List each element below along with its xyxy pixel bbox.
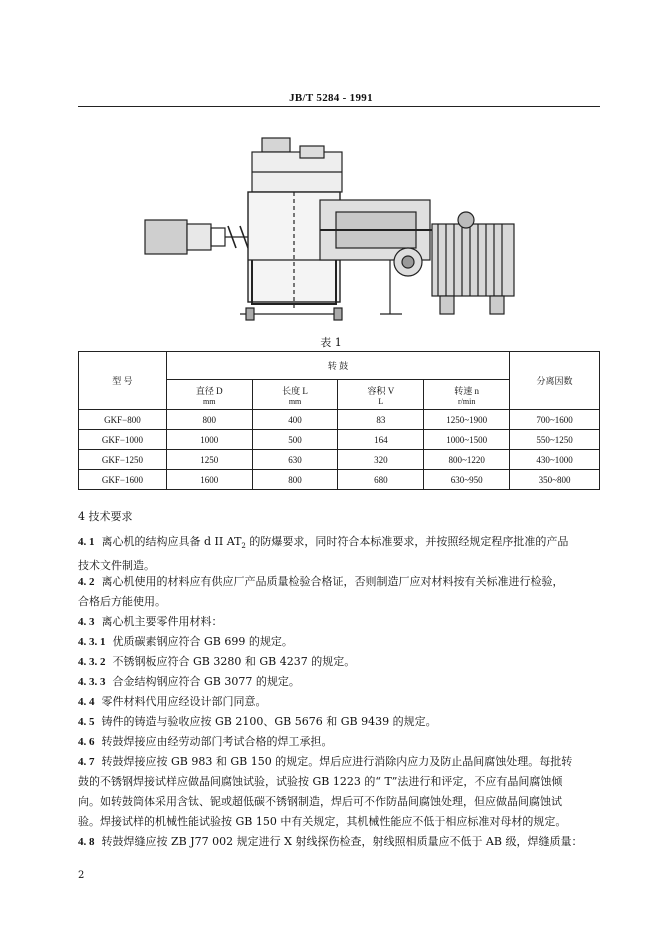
clause-text: 的防爆要求，同时符合本标准要求，并按照经规定程序批准的产品 xyxy=(245,535,569,548)
clause-text: 离心机使用的材料应有供应厂产品质量检验合格证，否则制造厂应对材料按有关标准进行检验， xyxy=(101,575,564,588)
clause-text: 转鼓焊接应按 GB 983 和 GB 150 的规定。焊后应进行消除内应力及防止晶间腐蚀处理。每批转 xyxy=(101,755,573,768)
clause-4-3 xyxy=(78,612,600,632)
clause-text: 向。如转鼓筒体采用含钛、铌或超低碳不锈钢制造，焊后可不作防晶间腐蚀处理，但应做晶间腐蚀试 xyxy=(78,795,562,808)
clause-text: 合格后方能使用。 xyxy=(78,595,166,608)
clause-number: 4. 2 xyxy=(78,576,95,588)
cell-volume: 680 xyxy=(338,470,424,490)
clause-number: 4. 5 xyxy=(78,716,95,728)
cell-speed: 800~1220 xyxy=(424,450,510,470)
cell-diameter: 1000 xyxy=(166,430,252,450)
clause-text: 技术文件制造。 xyxy=(78,559,155,573)
header-volume-label: 容积 V xyxy=(367,385,395,396)
cell-speed: 630~950 xyxy=(424,470,510,490)
header-speed xyxy=(424,380,510,410)
clause-text: 鼓的不锈钢焊接试样应做晶间腐蚀试验，试验按 GB 1223 的“ T”法进行和评定，不应有晶间腐蚀倾 xyxy=(78,775,563,788)
clause-text: 合金结构钢应符合 GB 3077 的规定。 xyxy=(112,675,300,688)
clause-4-1 xyxy=(78,532,600,576)
cell-length: 500 xyxy=(252,430,338,450)
clause-number: 4. 3. 2 xyxy=(78,656,106,668)
cell-model: GKF−800 xyxy=(79,410,167,430)
header-model: 型 号 xyxy=(79,352,167,410)
header-diameter-unit: mm xyxy=(203,396,216,406)
centrifuge-drawing xyxy=(140,128,530,328)
header-volume-unit: L xyxy=(378,396,384,406)
table-caption: 表 1 xyxy=(320,336,342,349)
cell-model: GKF−1250 xyxy=(79,450,167,470)
clause-4-8 xyxy=(78,832,600,852)
cell-diameter: 1250 xyxy=(166,450,252,470)
clause-text: 不锈钢板应符合 GB 3280 和 GB 4237 的规定。 xyxy=(112,655,356,668)
clause-text: 铸件的铸造与验收应按 GB 2100、GB 5676 和 GB 9439 的规定。 xyxy=(101,715,437,728)
cell-length: 630 xyxy=(252,450,338,470)
header-diameter xyxy=(166,380,252,410)
cell-factor: 550~1250 xyxy=(510,430,600,450)
clause-number: 4. 8 xyxy=(78,836,95,848)
table-row xyxy=(79,430,600,450)
clause-subscript: 2 xyxy=(241,542,246,551)
clause-4-2 xyxy=(78,572,600,612)
table-row xyxy=(79,450,600,470)
header-speed-unit: r/min xyxy=(458,396,476,406)
cell-speed: 1000~1500 xyxy=(424,430,510,450)
clause-number: 4. 3 xyxy=(78,616,95,628)
clause-4-3-3 xyxy=(78,672,600,692)
clause-number: 4. 7 xyxy=(78,756,95,768)
clause-4-3-1 xyxy=(78,632,600,652)
header-drum: 转 鼓 xyxy=(166,352,509,380)
cell-speed: 1250~1900 xyxy=(424,410,510,430)
cell-factor: 700~1600 xyxy=(510,410,600,430)
clause-number: 4. 4 xyxy=(78,696,95,708)
clause-text: 转鼓焊缝应按 ZB J77 002 规定进行 X 射线探伤检查，射线照相质量应不低于 AB 级，焊缝质量： xyxy=(101,835,583,848)
header-diameter-label: 直径 D xyxy=(195,385,223,396)
clause-number: 4. 6 xyxy=(78,736,95,748)
cell-volume: 83 xyxy=(338,410,424,430)
header-separation-factor: 分离因数 xyxy=(510,352,600,410)
clause-text: 离心机的结构应具备 d II AT xyxy=(101,535,242,548)
cell-diameter: 1600 xyxy=(166,470,252,490)
clause-4-5 xyxy=(78,712,600,732)
clause-text: 离心机主要零件用材料： xyxy=(101,615,223,628)
table-row xyxy=(79,470,600,490)
clause-text: 验。焊接试样的机械性能试验按 GB 150 中有关规定，其机械性能应不低于相应标准对母材的规定。 xyxy=(78,815,567,828)
cell-factor: 430~1000 xyxy=(510,450,600,470)
cell-volume: 320 xyxy=(338,450,424,470)
clause-4-4 xyxy=(78,692,600,712)
header-rule xyxy=(78,106,600,107)
header-speed-label: 转速 n xyxy=(454,385,480,396)
clause-text: 优质碳素钢应符合 GB 699 的规定。 xyxy=(112,635,293,648)
cell-factor: 350~800 xyxy=(510,470,600,490)
spec-table xyxy=(78,351,600,490)
section-heading: 4 技术要求 xyxy=(78,510,133,523)
cell-model: GKF−1600 xyxy=(79,470,167,490)
clause-number: 4. 3. 1 xyxy=(78,636,106,648)
page-number: 2 xyxy=(78,870,85,881)
document-code-header: JB/T 5284 - 1991 xyxy=(289,92,373,104)
header-length-label: 长度 L xyxy=(282,385,308,396)
cell-diameter: 800 xyxy=(166,410,252,430)
header-length-unit: mm xyxy=(288,396,302,406)
clause-number: 4. 1 xyxy=(78,536,95,548)
header-length xyxy=(252,380,338,410)
cell-volume: 164 xyxy=(338,430,424,450)
clause-number: 4. 3. 3 xyxy=(78,676,106,688)
clause-text: 零件材料代用应经设计部门同意。 xyxy=(101,695,267,708)
cell-length: 800 xyxy=(252,470,338,490)
clause-text: 转鼓焊接应由经劳动部门考试合格的焊工承担。 xyxy=(101,735,333,748)
header-volume xyxy=(338,380,424,410)
table-row xyxy=(79,410,600,430)
clause-4-6 xyxy=(78,732,600,752)
clause-4-3-2 xyxy=(78,652,600,672)
clause-4-7 xyxy=(78,752,600,832)
cell-length: 400 xyxy=(252,410,338,430)
cell-model: GKF−1000 xyxy=(79,430,167,450)
